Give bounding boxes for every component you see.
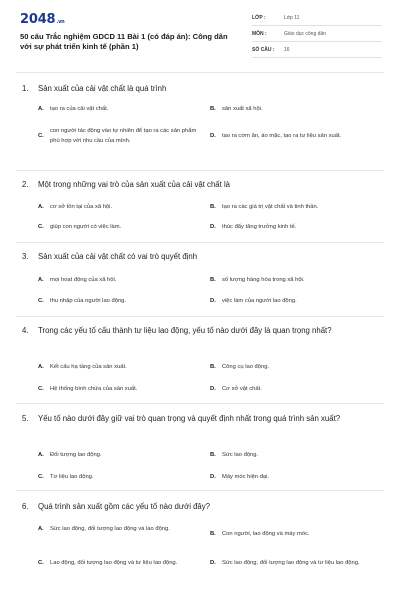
option-c[interactable]	[38, 384, 198, 394]
option-letter: A.	[38, 452, 44, 458]
option-letter: A.	[38, 277, 44, 283]
option-c[interactable]	[38, 558, 198, 568]
option-text: con người tác động vào tự nhiên để tạo ra các sản phẩm phù hợp với nhu cầu của mình.	[50, 128, 197, 144]
question-stem: Sản xuất của cải vật chất có vai trò quyết định	[38, 252, 198, 261]
question-number: 1.	[22, 84, 29, 93]
option-text: Máy móc hiện đại.	[222, 474, 270, 480]
option-letter: A.	[38, 364, 44, 370]
option-text: Cơ sở vật chất.	[222, 386, 262, 392]
option-text: cơ sở tồn tại của xã hội.	[50, 204, 113, 210]
option-c[interactable]	[38, 472, 198, 482]
option-letter: D.	[210, 560, 216, 566]
option-text: Lao động, đối tượng lao động và tư liệu lao động.	[50, 560, 178, 566]
option-text: tạo ra các giá trị vật chất và tinh thần.	[222, 204, 319, 210]
option-d[interactable]	[210, 558, 380, 568]
option-letter: C.	[38, 474, 44, 480]
option-b[interactable]	[210, 104, 380, 114]
question-1	[16, 82, 384, 170]
question-4	[16, 324, 384, 402]
option-letter: C.	[38, 133, 44, 139]
question-text	[22, 178, 378, 191]
option-text: Con người, lao động và máy móc.	[222, 531, 310, 537]
question-text	[22, 324, 378, 337]
meta-value: Lớp 11	[284, 14, 300, 21]
logo-suffix: .vn	[56, 19, 65, 25]
meta-key: MÔN :	[252, 30, 267, 37]
option-letter: C.	[38, 386, 44, 392]
option-letter: D.	[210, 386, 216, 392]
option-letter: A.	[38, 204, 44, 210]
option-letter: D.	[210, 298, 216, 304]
option-letter: B.	[210, 452, 216, 458]
meta-key: LỚP :	[252, 14, 266, 21]
question-text	[22, 500, 378, 513]
option-c[interactable]	[38, 296, 198, 306]
question-stem: Trong các yếu tố cấu thành tư liệu lao động, yếu tố nào dưới đây là quan trọng nhất?	[38, 326, 332, 335]
question-divider	[16, 316, 384, 317]
option-text: sản xuất xã hội.	[222, 106, 263, 112]
question-stem: Sản xuất của cải vật chất là quá trình	[38, 84, 167, 93]
option-text: mọi hoạt động của xã hội.	[50, 277, 117, 283]
question-divider	[16, 403, 384, 404]
option-letter: D.	[210, 224, 216, 230]
option-a[interactable]	[38, 362, 198, 372]
option-letter: C.	[38, 298, 44, 304]
meta-row-subject	[252, 26, 382, 42]
meta-key: SỐ CÂU :	[252, 46, 275, 53]
question-text	[22, 412, 378, 425]
option-a[interactable]	[38, 450, 198, 460]
question-stem: Một trong những vai trò của sản xuất của cải vật chất là	[38, 180, 231, 189]
meta-row-class	[252, 10, 382, 26]
header-divider	[16, 72, 384, 73]
option-d[interactable]	[210, 472, 380, 482]
option-b[interactable]	[210, 275, 380, 285]
option-text: tạo ra cơm ăn, áo mặc, tạo ra tư liệu sản xuất.	[222, 133, 342, 139]
option-d[interactable]	[210, 131, 380, 141]
option-text: Công cụ lao động.	[222, 364, 270, 370]
option-text: giúp con người có việc làm.	[50, 224, 122, 230]
option-text: Kết cấu hạ tầng của sản xuất.	[50, 364, 127, 370]
question-5	[16, 412, 384, 490]
option-text: việc làm của người lao động.	[222, 298, 297, 304]
option-text: Sức lao động, đối tượng lao động và tư liệu lao động.	[222, 560, 360, 566]
question-divider	[16, 242, 384, 243]
option-b[interactable]	[210, 202, 380, 212]
question-text	[22, 250, 378, 263]
option-text: Sức lao động, đối tượng lao động và lao động.	[50, 526, 170, 532]
option-b[interactable]	[210, 362, 380, 372]
question-6	[16, 500, 384, 590]
meta-table	[252, 10, 382, 58]
question-stem: Quá trình sản xuất gồm các yếu tố nào dưới đây?	[38, 502, 210, 511]
site-logo[interactable]	[20, 12, 65, 27]
option-letter: C.	[38, 560, 44, 566]
logo-text: 2048	[20, 12, 56, 27]
option-d[interactable]	[210, 222, 380, 232]
option-b[interactable]	[210, 529, 380, 539]
option-letter: D.	[210, 133, 216, 139]
question-number: 2.	[22, 180, 29, 189]
meta-value: Giáo dục công dân	[284, 30, 326, 37]
option-letter: D.	[210, 474, 216, 480]
question-number: 5.	[22, 414, 29, 423]
meta-row-count	[252, 42, 382, 58]
option-d[interactable]	[210, 296, 380, 306]
option-c[interactable]	[38, 126, 198, 146]
option-c[interactable]	[38, 222, 198, 232]
question-stem: Yếu tố nào dưới đây giữ vai trò quan trọng và quyết định nhất trong quá trình sản xuất?	[38, 414, 341, 423]
option-text: Đối tượng lao động.	[50, 452, 102, 458]
meta-value: 16	[284, 46, 290, 53]
document-title: 50 câu Trắc nghiệm GDCD 11 Bài 1 (có đáp án): Công dân với sự phát triển kinh tế (phần 1)	[20, 32, 228, 51]
option-text: thu nhập của người lao động.	[50, 298, 127, 304]
option-letter: B.	[210, 364, 216, 370]
option-text: Tư liệu lao động.	[50, 474, 94, 480]
option-text: tạo ra của cải vật chất.	[50, 106, 109, 112]
question-number: 4.	[22, 326, 29, 335]
option-letter: B.	[210, 277, 216, 283]
option-text: Sức lao động.	[222, 452, 259, 458]
page-header	[0, 0, 400, 80]
question-divider	[16, 170, 384, 171]
question-number: 6.	[22, 502, 29, 511]
option-letter: B.	[210, 531, 216, 537]
option-letter: C.	[38, 224, 44, 230]
option-text: thúc đẩy tăng trưởng kinh tế.	[222, 224, 297, 230]
question-number: 3.	[22, 252, 29, 261]
option-letter: B.	[210, 106, 216, 112]
question-2	[16, 178, 384, 242]
option-a[interactable]	[38, 275, 198, 285]
option-text: số lượng hàng hóa trong xã hội.	[222, 277, 305, 283]
option-a[interactable]	[38, 202, 198, 212]
option-letter: B.	[210, 204, 216, 210]
question-3	[16, 250, 384, 316]
option-a[interactable]	[38, 104, 198, 114]
option-letter: A.	[38, 526, 44, 532]
option-b[interactable]	[210, 450, 380, 460]
option-text: Hệ thống bình chứa của sản xuất.	[50, 386, 138, 392]
question-text	[22, 82, 378, 95]
option-letter: A.	[38, 106, 44, 112]
option-d[interactable]	[210, 384, 380, 394]
question-divider	[16, 490, 384, 491]
option-a[interactable]	[38, 524, 198, 534]
